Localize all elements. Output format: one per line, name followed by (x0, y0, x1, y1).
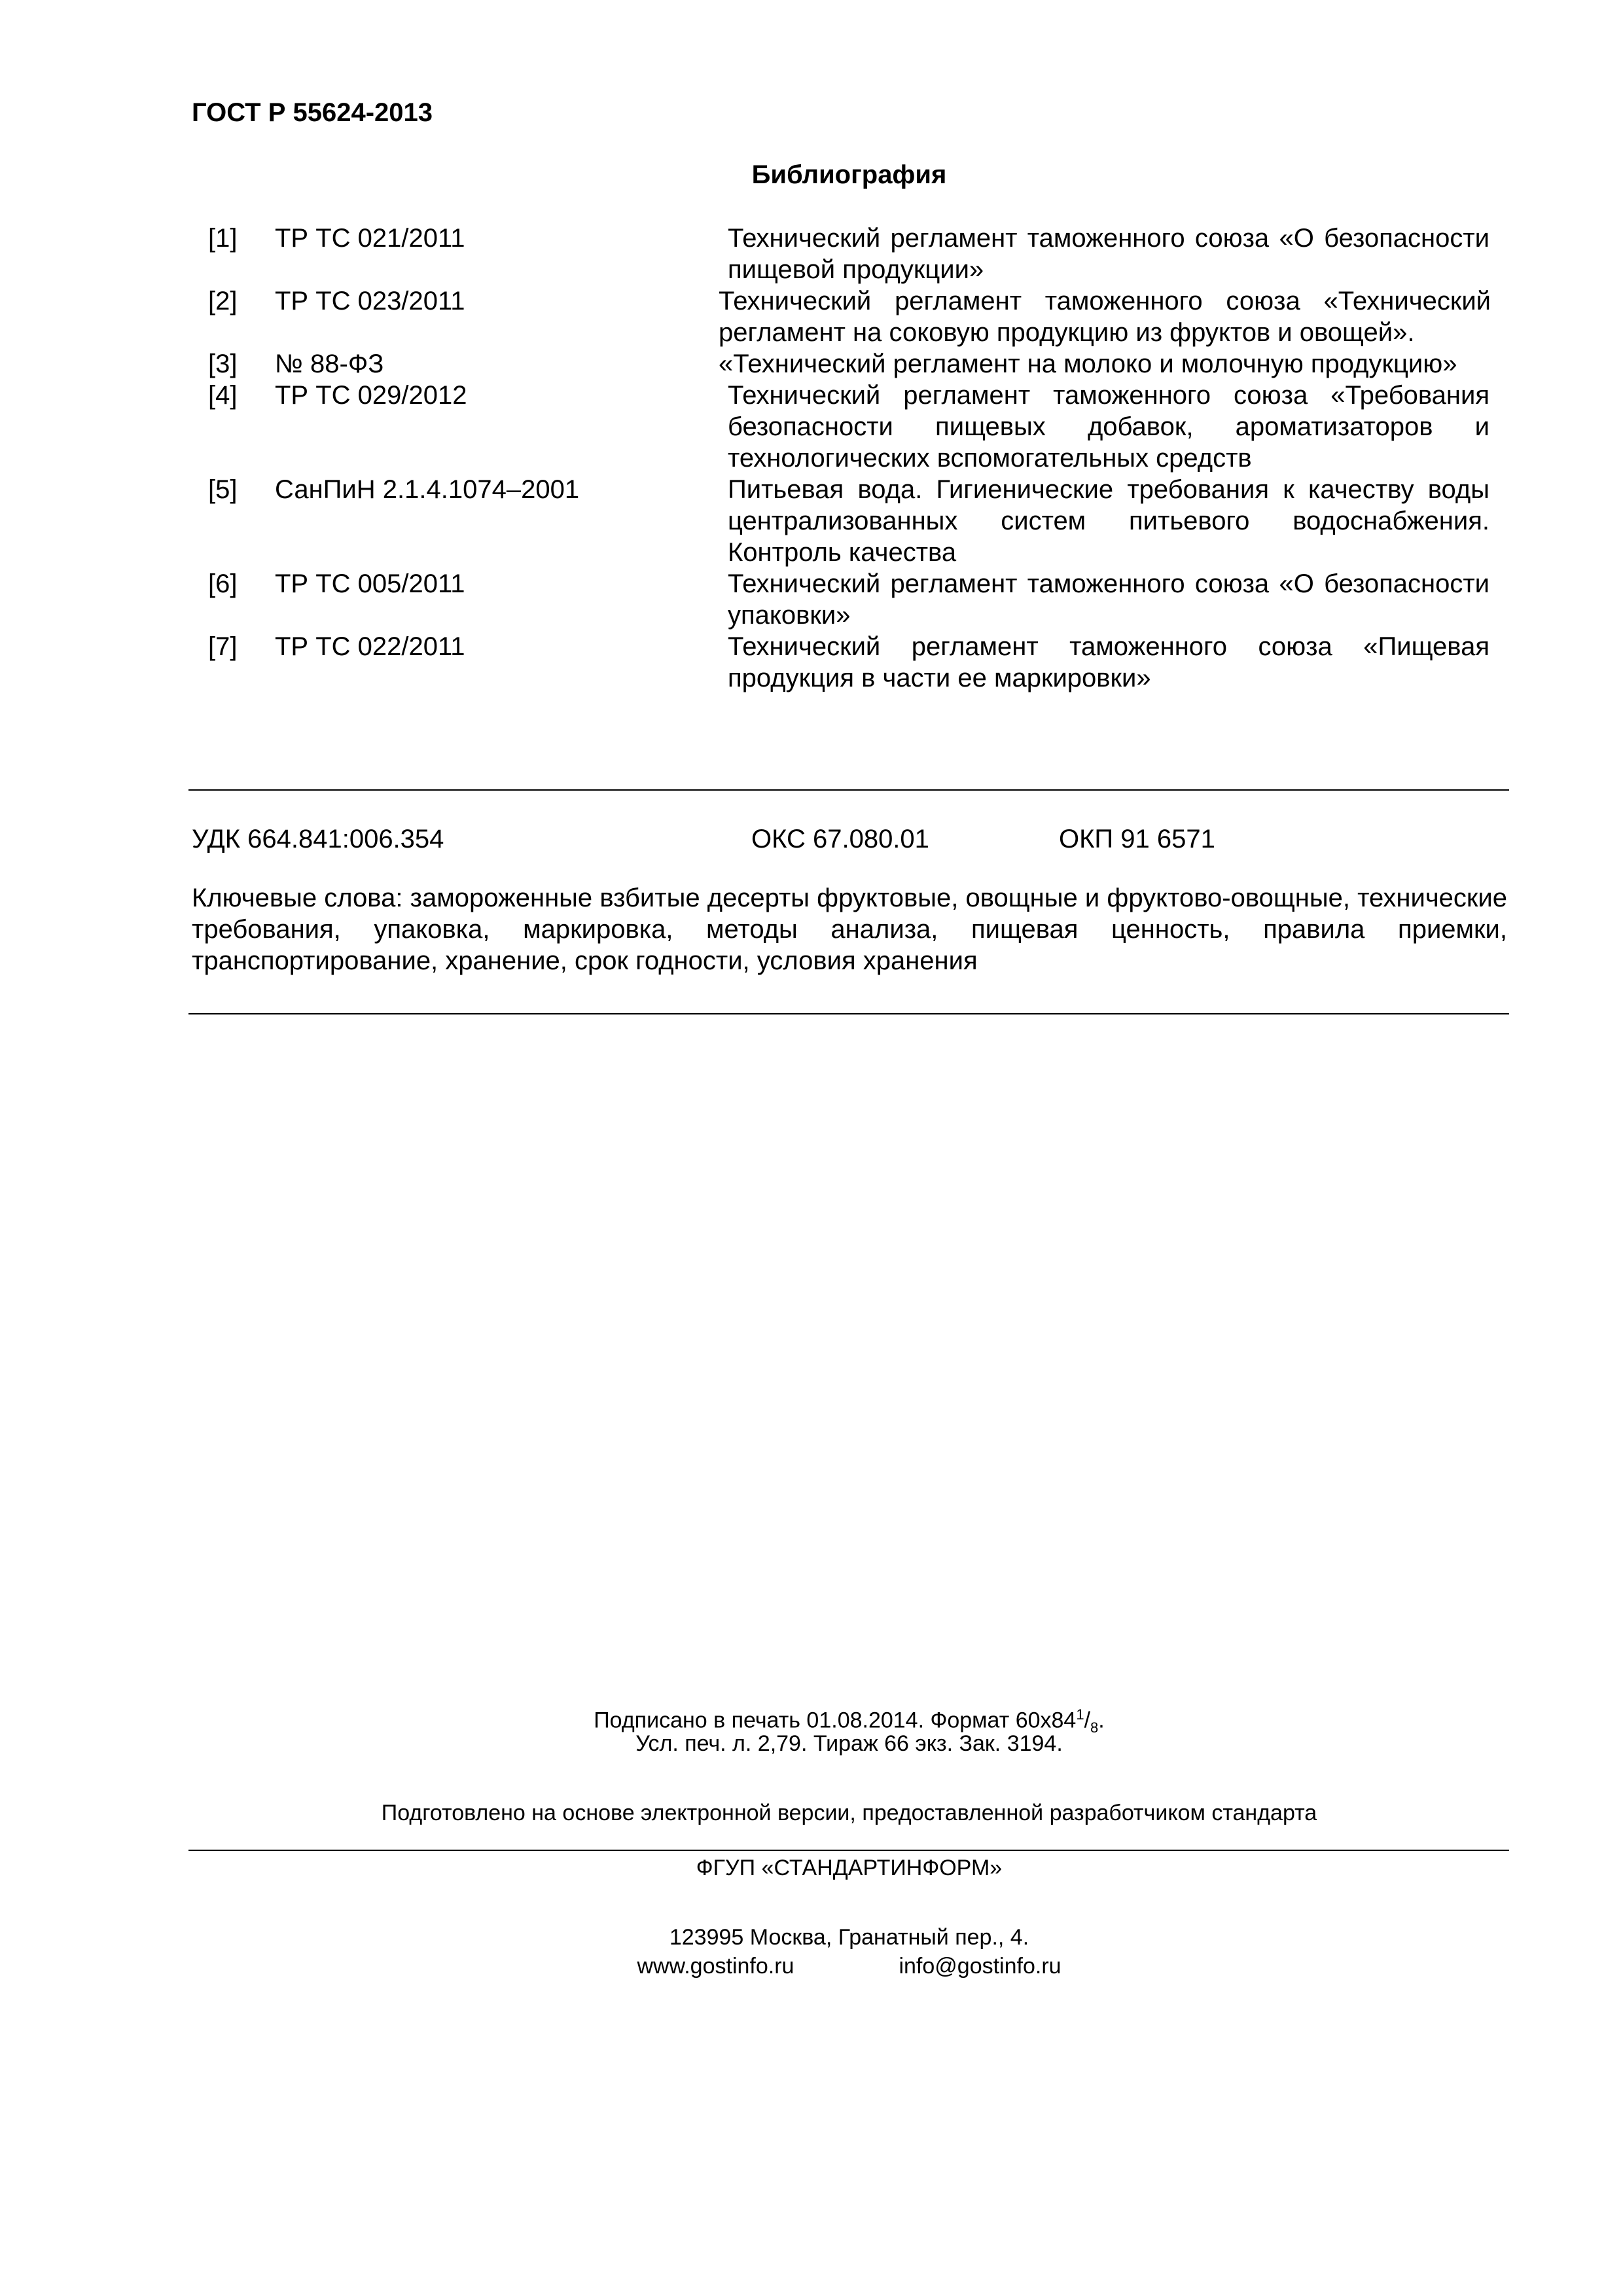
item-number: [1] (208, 224, 238, 253)
item-description: Технический регламент таможенного союза «Технический регламент на соковую продукцию из фруктов и овощей». (719, 287, 1491, 347)
print-details: Усл. печ. л. 2,79. Тираж 66 экз. Зак. 3194. (635, 1731, 1063, 1756)
item-code: № 88-ФЗ (275, 350, 384, 378)
item-number: [7] (208, 632, 238, 661)
item-number: [4] (208, 381, 238, 410)
item-code: ТР ТС 029/2012 (275, 381, 467, 410)
standard-code: ГОСТ Р 55624-2013 (192, 98, 433, 127)
oks-code: ОКС 67.080.01 (751, 825, 929, 853)
signed-text: Подписано в печать 01.08.2014. Формат 60х84 (594, 1708, 1077, 1733)
udk-code: УДК 664.841:006.354 (192, 825, 444, 853)
divider-line (188, 1850, 1509, 1851)
item-code: ТР ТС 022/2011 (275, 632, 465, 661)
prepared-note: Подготовлено на основе электронной версии, предоставленной разработчиком стандарта (381, 1801, 1317, 1825)
okp-code: ОКП 91 6571 (1059, 825, 1215, 853)
email-link[interactable]: info@gostinfo.ru (899, 1954, 1061, 1979)
bibliography-title: Библиография (751, 160, 947, 189)
item-number: [5] (208, 475, 238, 504)
format-end: . (1098, 1708, 1105, 1733)
item-description: Технический регламент таможенного союза «Требования безопасности пищевых добавок, ароматизаторов и технологических вспомогательных средств (728, 381, 1489, 473)
item-description: Технический регламент таможенного союза «О безопасности пищевой продукции» (728, 224, 1489, 284)
format-denominator: 8 (1090, 1719, 1099, 1736)
divider-line (188, 1013, 1509, 1014)
publisher-address: 123995 Москва, Гранатный пер., 4. (669, 1925, 1029, 1950)
item-description: Питьевая вода. Гигиенические требования к качеству воды централизованных систем питьевого водоснабжения. Контроль качества (728, 475, 1489, 567)
divider-line (188, 789, 1509, 791)
item-code: ТР ТС 023/2011 (275, 287, 465, 315)
item-description: «Технический регламент на молоко и молочную продукцию» (719, 350, 1457, 378)
item-number: [2] (208, 287, 238, 315)
website-link[interactable]: www.gostinfo.ru (637, 1954, 794, 1979)
keywords-paragraph: Ключевые слова: замороженные взбитые десерты фруктовые, овощные и фруктово-овощные, технические требования, упаковка, маркировка, методы анализа, пищевая ценность, правила приемки, транспортирование, хранение, срок годности, условия хранения (192, 884, 1507, 975)
item-code: СанПиН 2.1.4.1074–2001 (275, 475, 580, 504)
item-number: [6] (208, 569, 238, 598)
item-description: Технический регламент таможенного союза «Пищевая продукция в части ее маркировки» (728, 632, 1489, 692)
item-description: Технический регламент таможенного союза «О безопасности упаковки» (728, 569, 1489, 630)
contacts (0, 1952, 1623, 1981)
item-code: ТР ТС 021/2011 (275, 224, 465, 253)
publisher-name: ФГУП «СТАНДАРТИНФОРМ» (696, 1856, 1003, 1880)
format-numerator: 1 (1076, 1706, 1084, 1723)
item-code: ТР ТС 005/2011 (275, 569, 465, 598)
format-separator: / (1084, 1708, 1091, 1733)
item-number: [3] (208, 350, 238, 378)
